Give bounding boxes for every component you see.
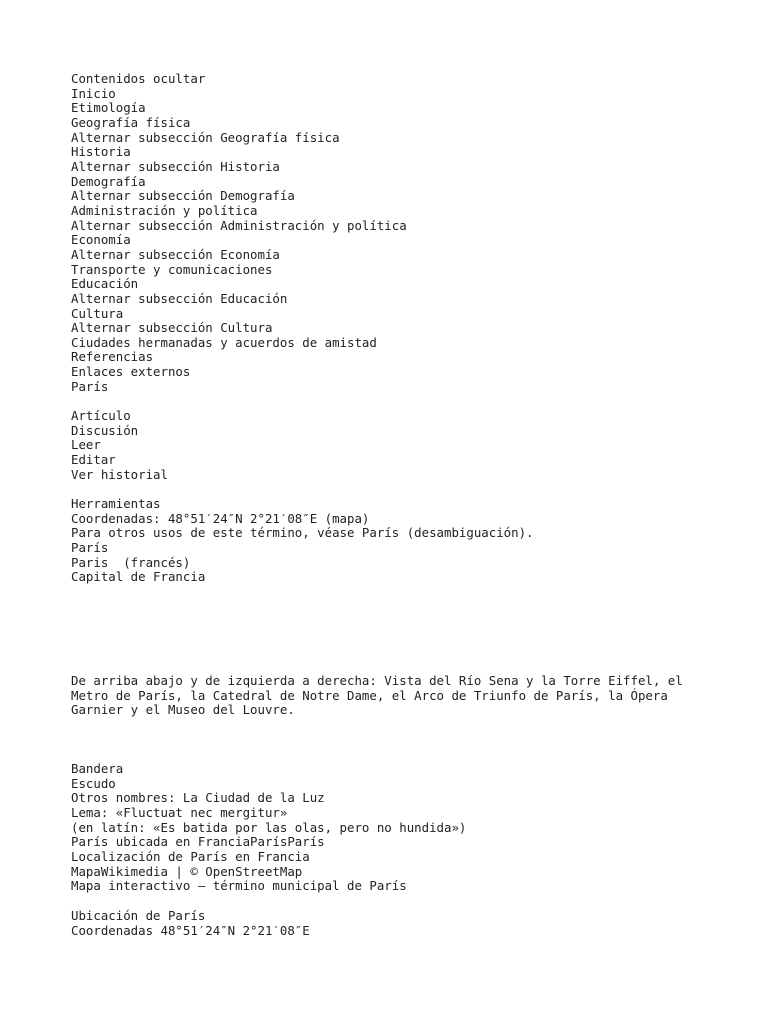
toc-toggle-cultura[interactable]: Alternar subsección Cultura (71, 320, 273, 336)
toc-item-cultura[interactable]: Cultura (71, 305, 124, 321)
coordinates-link[interactable]: Coordenadas: 48°51′24″N 2°21′08″E (mapa) (71, 510, 370, 526)
toc-item-educacion[interactable]: Educación (71, 276, 139, 292)
native-name: Paris (francés) (71, 554, 191, 570)
toc-item-transporte[interactable]: Transporte y comunicaciones (71, 261, 273, 277)
page-tabs (71, 409, 711, 482)
location-section (71, 909, 711, 938)
toc-toggle-administracion[interactable]: Alternar subsección Administración y política (71, 217, 407, 233)
map-location-caption: Localización de París en Francia (71, 848, 310, 864)
page-title: París (71, 378, 109, 394)
caption-text: De arriba abajo y de izquierda a derecha: Vista del Río Sena y la Torre Eiffel, el Metro de París, la Catedral de Notre Dame, el Arco de Triunfo de París, la Ópera Garnier y el Museo del Louvre. (71, 673, 683, 718)
flag-link[interactable]: Bandera (71, 761, 124, 776)
toc-item-inicio[interactable]: Inicio (71, 85, 116, 101)
infobox-subtitle: Capital de Francia (71, 569, 206, 585)
toc-toggle-educacion[interactable]: Alternar subsección Educación (71, 290, 288, 306)
toc-toggle-demografia[interactable]: Alternar subsección Demografía (71, 188, 295, 204)
coat-of-arms-link[interactable]: Escudo (71, 775, 116, 791)
toc-item-etimologia[interactable]: Etimología (71, 100, 146, 116)
nicknames: Otros nombres: La Ciudad de la Luz (71, 790, 325, 806)
toc-item-geografia[interactable]: Geografía física (71, 114, 191, 130)
tab-articulo[interactable]: Artículo (71, 408, 131, 423)
infobox-title: París (71, 539, 109, 555)
tab-editar[interactable]: Editar (71, 451, 116, 467)
tab-leer[interactable]: Leer (71, 437, 101, 453)
toc-item-administracion[interactable]: Administración y política (71, 202, 258, 218)
toc-item-enlaces-externos[interactable]: Enlaces externos (71, 364, 191, 380)
table-of-contents (71, 72, 711, 394)
map-credit[interactable]: MapaWikimedia | © OpenStreetMap (71, 863, 303, 879)
map-label: París ubicada en FranciaParísParís (71, 834, 325, 850)
image-caption (71, 674, 711, 718)
infobox (71, 762, 711, 894)
motto-translation: (en latín: «Es batida por las olas, pero no hundida») (71, 819, 467, 835)
toc-toggle-geografia[interactable]: Alternar subsección Geografía física (71, 129, 340, 145)
tab-discusion[interactable]: Discusión (71, 422, 139, 438)
article-header (71, 497, 711, 585)
tab-ver-historial[interactable]: Ver historial (71, 466, 168, 482)
toc-item-demografia[interactable]: Demografía (71, 173, 146, 189)
toc-item-ciudades-hermanadas[interactable]: Ciudades hermanadas y acuerdos de amistad (71, 334, 377, 350)
infobox-coordinates[interactable]: Coordenadas 48°51′24″N 2°21′08″E (71, 922, 310, 938)
toc-toggle-historia[interactable]: Alternar subsección Historia (71, 158, 280, 174)
location-label: Ubicación de París (71, 908, 206, 923)
tools-menu[interactable]: Herramientas (71, 496, 161, 511)
toc-item-historia[interactable]: Historia (71, 144, 131, 160)
toc-heading: Contenidos ocultar (71, 71, 206, 86)
toc-item-referencias[interactable]: Referencias (71, 349, 154, 365)
toc-toggle-economia[interactable]: Alternar subsección Economía (71, 246, 280, 262)
toc-item-economia[interactable]: Economía (71, 232, 131, 248)
interactive-map-link[interactable]: Mapa interactivo — término municipal de París (71, 878, 407, 894)
disambiguation-note[interactable]: Para otros usos de este término, véase París (desambiguación). (71, 525, 534, 541)
motto: Lema: «Fluctuat nec mergitur» (71, 804, 288, 820)
